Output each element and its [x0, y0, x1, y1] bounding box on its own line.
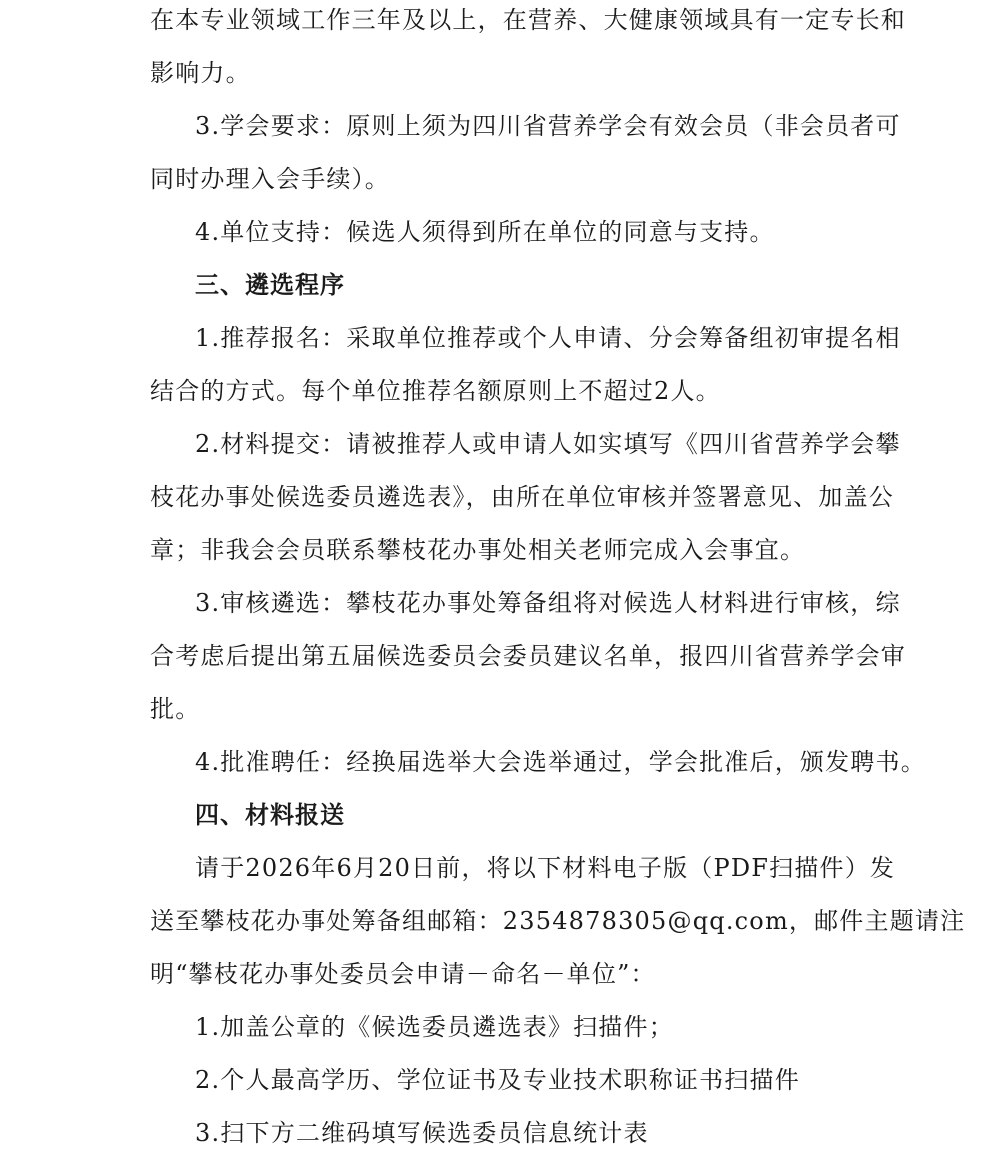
- paragraph-line-7: 1.推荐报名：采取单位推荐或个人申请、分会筹备组初审提名相: [195, 324, 901, 352]
- paragraph-line-19: 明“攀枝花办事处委员会申请－命名－单位”：: [150, 960, 656, 988]
- paragraph-line-4: 同时办理入会手续）。: [150, 165, 390, 193]
- paragraph-line-15: 4.批准聘任：经换届选举大会选举通过，学会批准后，颁发聘书。: [195, 748, 926, 776]
- paragraph-line-12: 3.审核遴选：攀枝花办事处筹备组将对候选人材料进行审核，综: [195, 589, 901, 617]
- paragraph-line-5: 4.单位支持：候选人须得到所在单位的同意与支持。: [195, 218, 775, 246]
- paragraph-line-9: 2.材料提交：请被推荐人或申请人如实填写《四川省营养学会攀: [195, 430, 901, 458]
- paragraph-line-3: 3.学会要求：原则上须为四川省营养学会有效会员（非会员者可: [195, 112, 901, 140]
- paragraph-line-2: 影响力。: [150, 59, 251, 87]
- paragraph-line-17: 请于2026年6月20日前，将以下材料电子版（PDF扫描件）发: [195, 854, 896, 882]
- paragraph-line-1: 在本专业领域工作三年及以上，在营养、大健康领域具有一定专长和: [150, 6, 906, 34]
- paragraph-line-18: 送至攀枝花办事处筹备组邮箱：2354878305@qq.com，邮件主题请注: [150, 907, 966, 935]
- section-heading-4: 四、材料报送: [195, 801, 345, 829]
- section-heading-3: 三、遴选程序: [195, 271, 345, 299]
- paragraph-line-10: 枝花办事处候选委员遴选表》，由所在单位审核并签署意见、加盖公: [150, 483, 894, 511]
- paragraph-line-11: 章；非我会会员联系攀枝花办事处相关老师完成入会事宜。: [150, 536, 806, 564]
- list-item-1: 1.加盖公章的《候选委员遴选表》扫描件；: [195, 1013, 674, 1041]
- list-item-2: 2.个人最高学历、学位证书及专业技术职称证书扫描件: [195, 1066, 800, 1094]
- list-item-3: 3.扫下方二维码填写候选委员信息统计表: [195, 1119, 649, 1147]
- paragraph-line-8: 结合的方式。每个单位推荐名额原则上不超过2人。: [150, 377, 721, 405]
- paragraph-line-14: 批。: [150, 695, 201, 723]
- paragraph-line-13: 合考虑后提出第五届候选委员会委员建议名单，报四川省营养学会审: [150, 642, 906, 670]
